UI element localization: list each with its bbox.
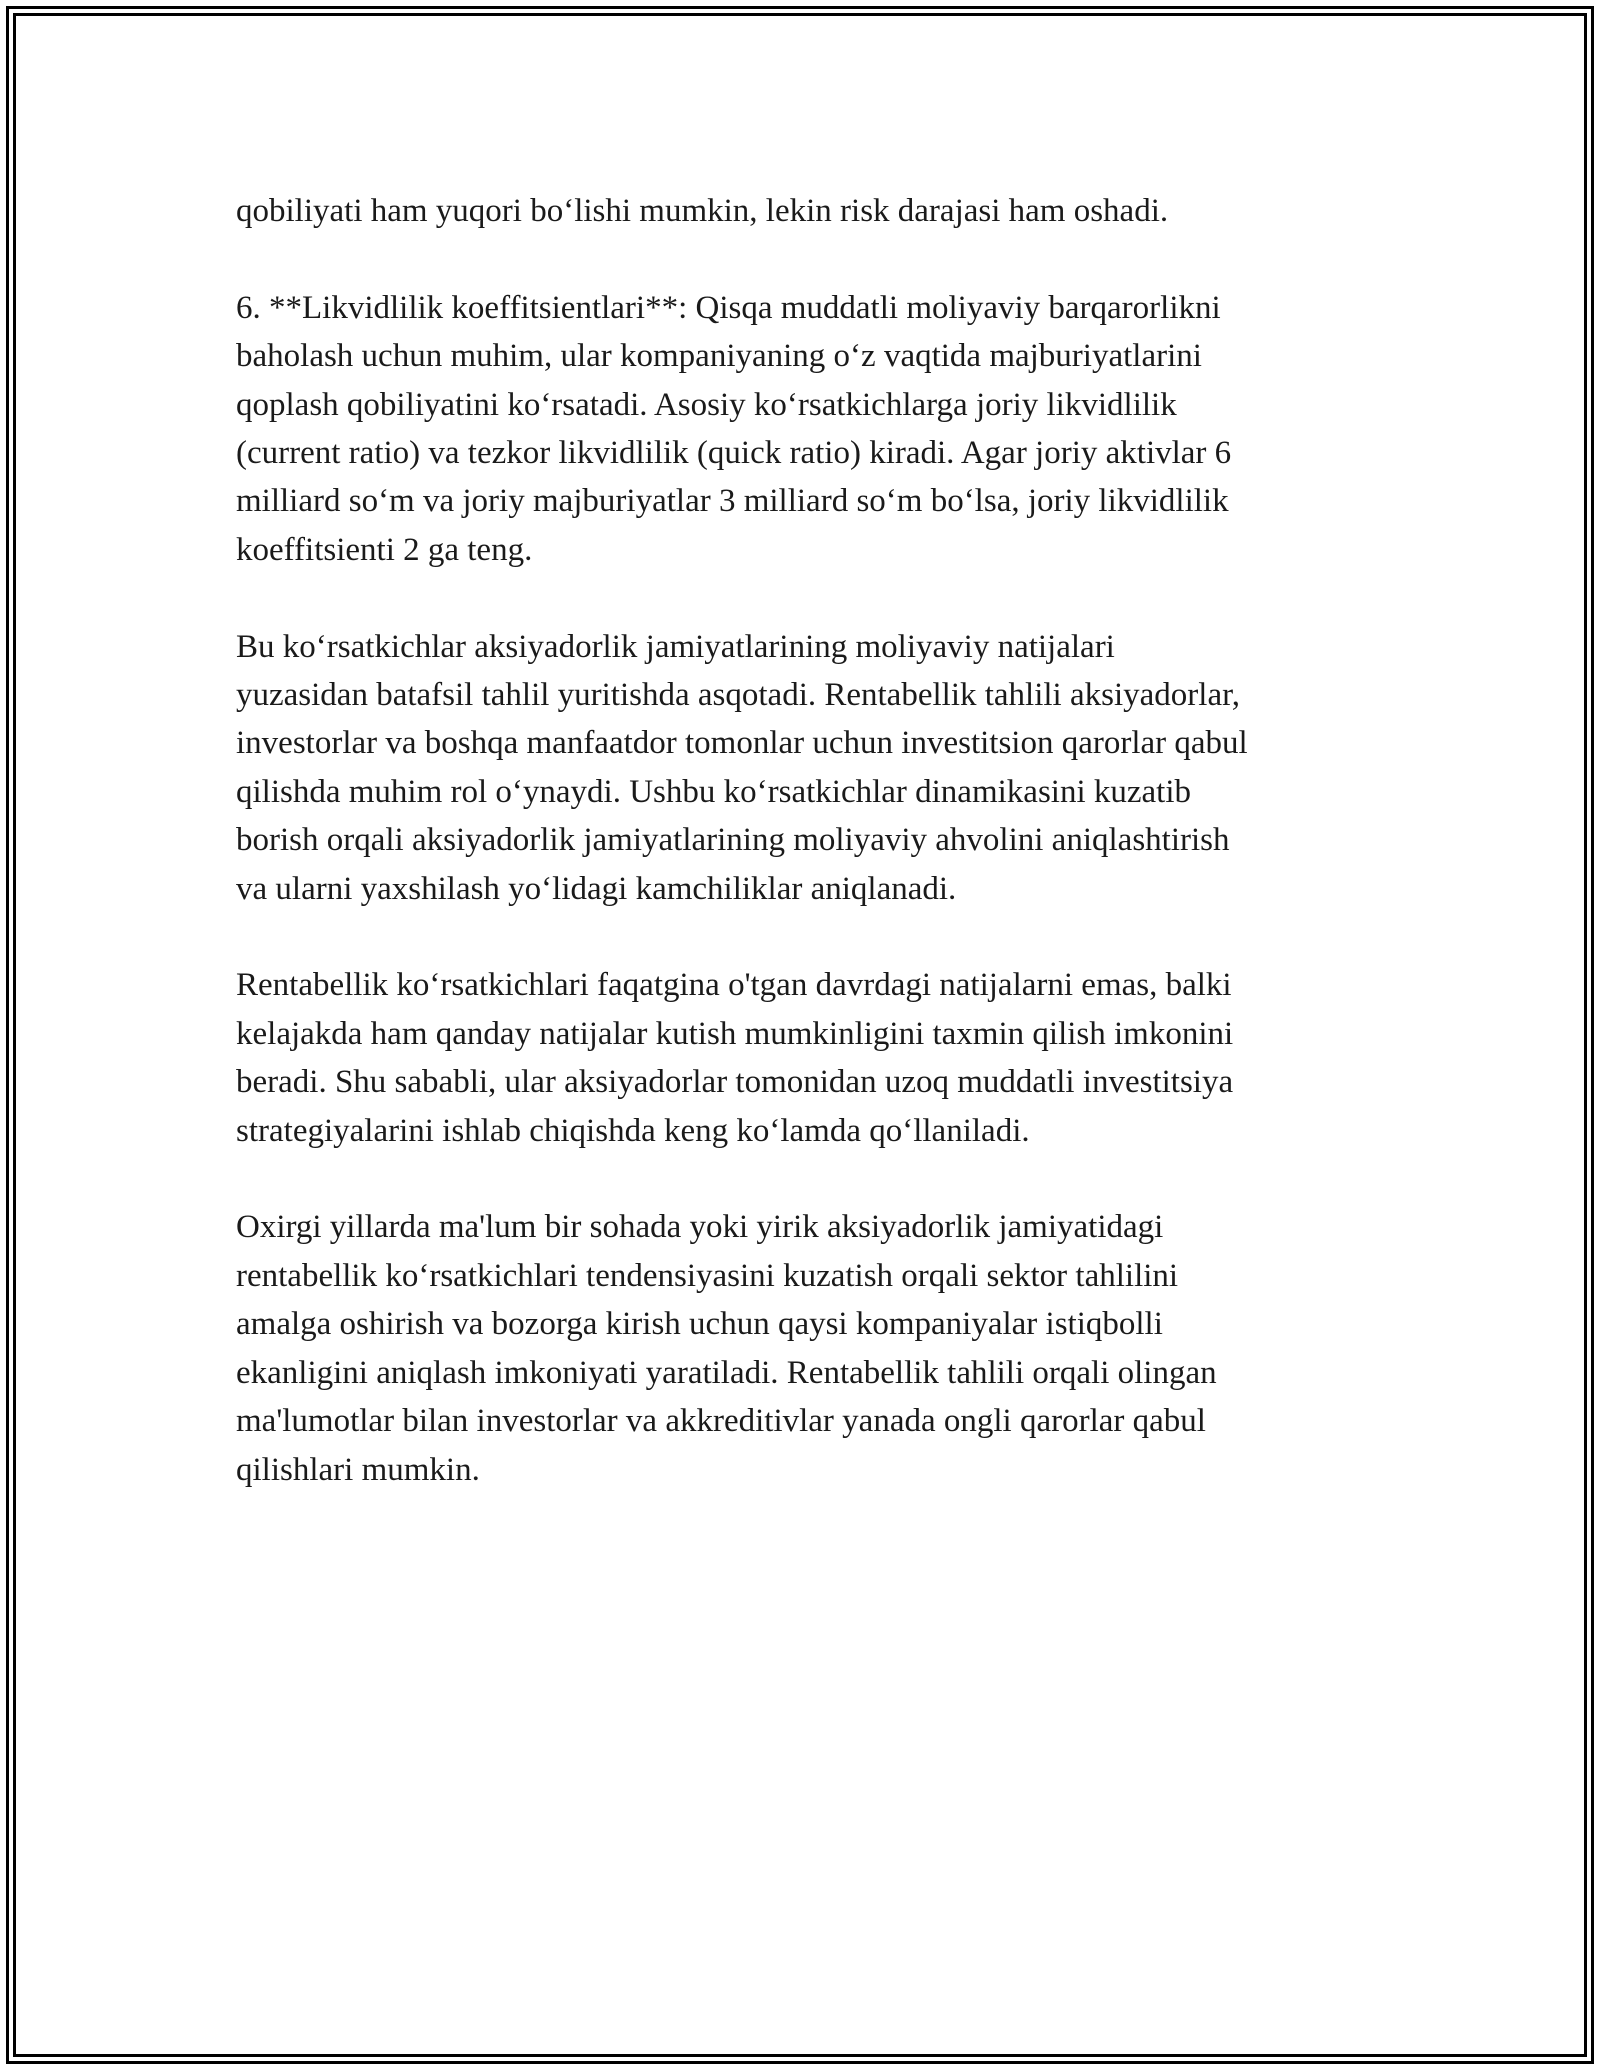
paragraph-sector-analysis: Oxirgi yillarda ma'lum bir sohada yoki yirik aksiyadorlik jamiyatidagi rentabellik ko‘rsatkichlari tendensiyasini kuzatish orqali sektor tahlilini amalga oshirish va bozorga kirish uchun qaysi kompaniyalar istiqbolli ekanligini aniqlash imkoniyati yaratiladi. Rentabellik tahlili orqali olingan ma'lumotlar bilan investorlar va akkreditivlar yanada ongli qarorlar qabul qilishlari mumkin. — [236, 1209, 1217, 1488]
paragraph-liquidity-ratios: 6. **Likvidlilik koeffitsientlari**: Qisqa muddatli moliyaviy barqarorlikni baholash uchun muhim, ular kompaniyaning o‘z vaqtida majburiyatlarini qoplash qobiliyatini ko‘rsatadi. Asosiy ko‘rsatkichlarga joriy likvidlilik (current ratio) va tezkor likvidlilik (quick ratio) kiradi. Agar joriy aktivlar 6 milliard so‘m va joriy majburiyatlar 3 milliard so‘m bo‘lsa, joriy likvidlilik koeffitsienti 2 ga teng. — [236, 289, 1232, 568]
paragraph-continuation: qobiliyati ham yuqori bo‘lishi mumkin, lekin risk darajasi ham oshadi. — [236, 193, 1169, 229]
paragraph-indicators-analysis: Bu ko‘rsatkichlar aksiyadorlik jamiyatlarining moliyaviy natijalari yuzasidan batafsil tahlil yuritishda asqotadi. Rentabellik tahlili aksiyadorlar, investorlar va boshqa manfaatdor tomonlar uchun investitsion qarorlar qabul qilishda muhim rol o‘ynaydi. Ushbu ko‘rsatkichlar dinamikasini kuzatib borish orqali aksiyadorlik jamiyatlarining moliyaviy ahvolini aniqlashtirish va ularni yaxshilash yo‘lidagi kamchiliklar aniqlanadi. — [236, 628, 1248, 907]
paragraph-profitability-forecast: Rentabellik ko‘rsatkichlari faqatgina o'tgan davrdagi natijalarni emas, balki kelajakda ham qanday natijalar kutish mumkinligini taxmin qilish imkonini beradi. Shu sababli, ular aksiyadorlar tomonidan uzoq muddatli investitsiya strategiyalarini ishlab chiqishda keng ko‘lamda qo‘llaniladi. — [236, 967, 1234, 1149]
document-body — [236, 187, 1366, 1542]
